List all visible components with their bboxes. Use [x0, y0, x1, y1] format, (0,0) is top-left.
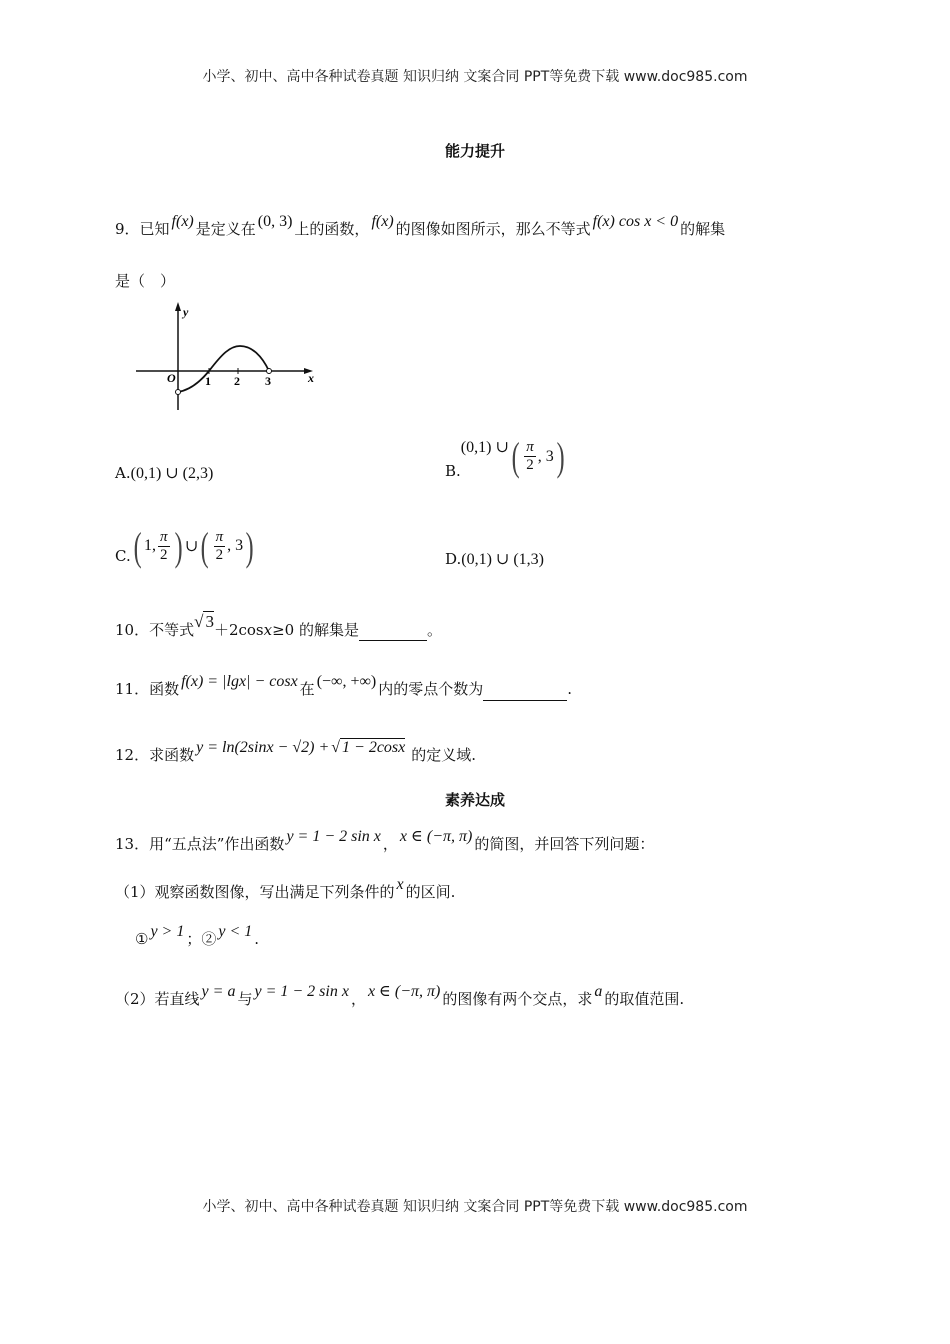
y-label: y — [183, 305, 189, 319]
q10-answer-blank[interactable] — [359, 624, 427, 641]
q11-domain: (−∞, +∞) — [316, 673, 377, 690]
option-b[interactable]: B. (0,1) ∪ ( $\frac{\pi}{2}$ , 3 ) — [445, 434, 565, 480]
tick-1: 1 — [205, 374, 211, 388]
q11-function: f(x) = |lgx| − cosx — [181, 673, 298, 690]
origin-label: O — [167, 371, 176, 385]
open-point-left — [176, 390, 181, 395]
page-header: 小学、初中、高中各种试卷真题 知识归纳 文案合同 PPT等免费下载 www.doc985.com — [202, 69, 748, 85]
question-13-part2: （2）若直线 y = a 与 y = 1 − 2 sin x ， x ∈ (−π, π) 的图像有两个交点，求 a 的取值范围. — [115, 983, 685, 1008]
q12-function: y = ln(2sinx − √2) + — [196, 739, 330, 756]
x-label: x — [308, 371, 314, 385]
option-c[interactable]: C. ( 1, $\frac{\pi}{2}$ ) ∪ ( $\frac{\pi}{2}$ , 3 ) — [115, 523, 254, 569]
question-10: 10．不等式√ 3＋2cosx≥0 的解集是 。 — [115, 612, 442, 639]
q13-function: y = 1 − 2 sin x — [286, 828, 381, 845]
q9-function-graph — [130, 298, 330, 418]
open-point-right — [267, 369, 272, 374]
question-9-line2: 是（ ） — [115, 272, 176, 290]
option-b-fraction: $\frac{\pi}{2}$ — [526, 439, 534, 473]
section-title-ability: 能力提升 — [444, 142, 505, 160]
f-curve — [178, 346, 269, 392]
page-footer: 小学、初中、高中各种试卷真题 知识归纳 文案合同 PPT等免费下载 www.doc985.com — [202, 1199, 748, 1215]
q11-answer-blank[interactable] — [483, 684, 567, 701]
q9-number: 9．已知 — [115, 220, 170, 238]
option-d[interactable]: D.(0,1) ∪ (1,3) — [445, 550, 544, 568]
question-11: 11．函数 f(x) = |lgx| − cosx 在 (−∞, +∞) 内的零点个数为 . — [115, 678, 572, 701]
q9-interval: (0, 3) — [257, 213, 293, 230]
question-12: 12．求函数 y = ln(2sinx − √2) + √ 1 − 2cosx 的定义域. — [115, 739, 477, 764]
q9-inequality: f(x) cos x < 0 — [592, 213, 679, 230]
question-13-conditions: ① y > 1 ；② y < 1 . — [135, 923, 260, 948]
q13-domain: x ∈ (−π, π) — [399, 828, 473, 845]
question-13-part1: （1）观察函数图像，写出满足下列条件的 x 的区间. — [115, 876, 456, 901]
question-9: 9．已知 f(x) 是定义在 (0, 3) 上的函数， f(x) 的图像如图所示，那么不等式 f(x) cos x < 0 的解集 — [115, 213, 726, 238]
q9-fx: f(x) — [171, 213, 194, 230]
option-a[interactable]: A.(0,1) ∪ (2,3) — [115, 464, 214, 482]
question-13: 13．用“五点法”作出函数 y = 1 − 2 sin x ， x ∈ (−π, π) 的简图，并回答下列问题： — [115, 828, 655, 853]
section-title-literacy: 素养达成 — [444, 791, 505, 809]
y-axis-arrow — [175, 302, 181, 311]
q10-sqrt3: 3 — [205, 612, 214, 631]
tick-3: 3 — [265, 374, 271, 388]
tick-2: 2 — [234, 374, 240, 388]
